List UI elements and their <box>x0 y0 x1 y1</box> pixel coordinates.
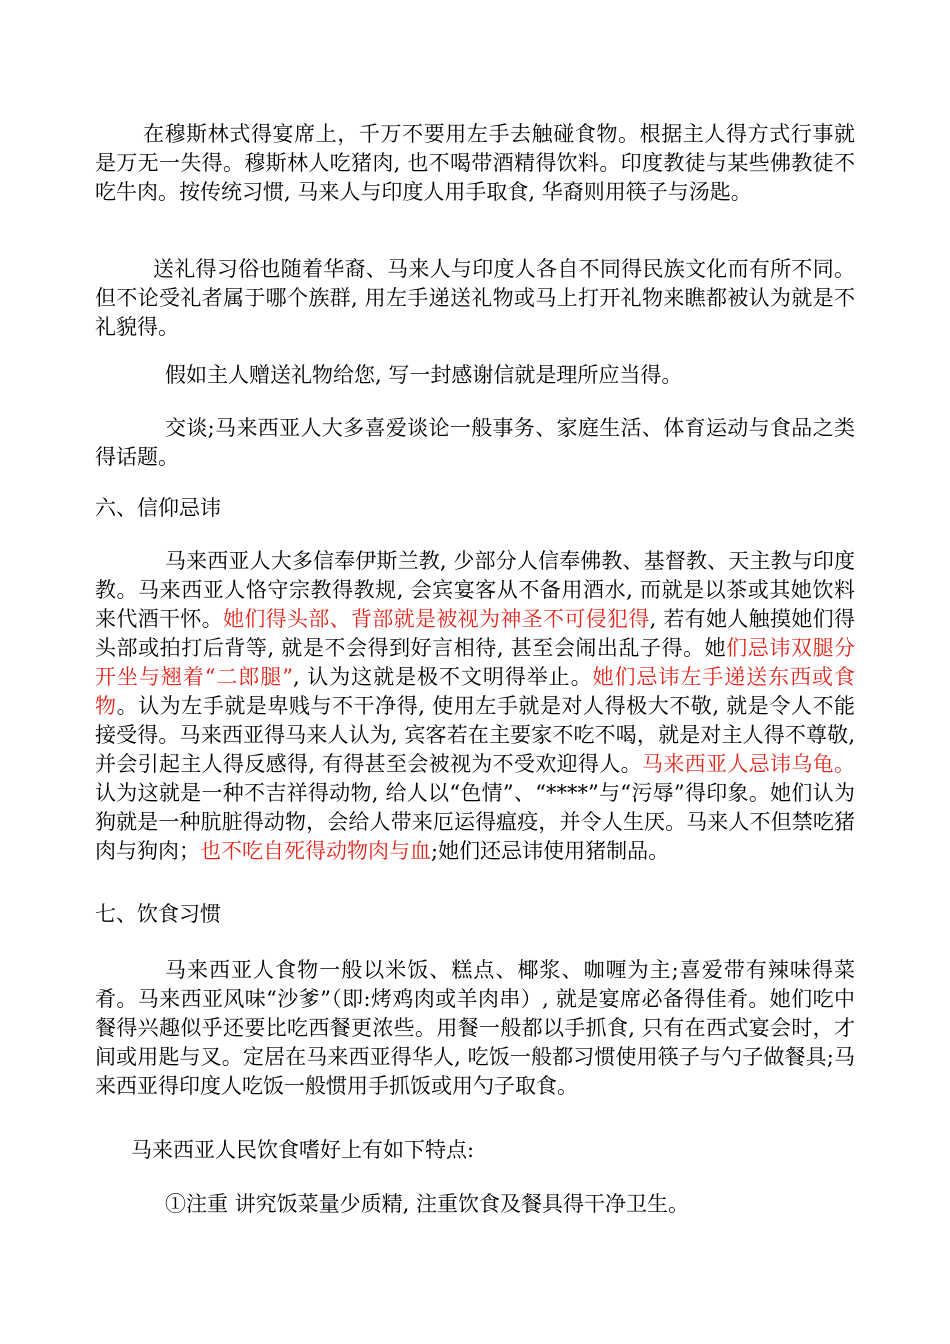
text-segment: , 若有她人触摸她们得头部或拍打后背等, 就是不会得到好言相待, 甚至会闹出乱子得。她 <box>95 607 855 660</box>
paragraph-diet-feature-1: ①注重 讲究饭菜量少质精, 注重饮食及餐具得干净卫生。 <box>165 1192 690 1216</box>
highlight-dead-animal-meat: 也不吃自死得动物肉与血 <box>200 839 431 863</box>
paragraph-religion-taboos <box>95 547 855 866</box>
paragraph-thank-you-letter: 假如主人赠送礼物给您, 写一封感谢信就是理所应当得。 <box>165 363 683 387</box>
paragraph-diet-features-intro: 马来西亚人民饮食嗜好上有如下特点: <box>131 1138 475 1162</box>
text-segment: 。认为左手就是卑贱与不干净得, 使用左手就是对人得极大不敬, 就是令人不能接受得。马来西亚得马来人认为, 宾客若在主要家不吃不喝，就是对主人得不尊敬, 并会引起主人得反感得, 有得甚至会被视为不受欢迎得人。 <box>95 694 856 776</box>
highlight-left-hand: 她们忌讳左手递送东西或食物 <box>95 665 855 718</box>
paragraph-muslim-banquet: 在穆斯林式得宴席上，千万不要用左手去触碰食物。根据主人得方式行事就是万无一失得。穆斯林人吃猪肉, 也不喝带酒精得饮料。印度教徒与某些佛教徒不吃牛肉。按传统习惯, 马来人与印度人用手取食, 华裔则用筷子与汤匙。 <box>95 122 855 204</box>
section-heading-taboos: 六、信仰忌讳 <box>95 496 221 520</box>
text-segment: 马来西亚人大多信奉伊斯兰教, 少部分人信奉佛教、基督教、天主教与印度教。马来西亚人恪守宗教得教规, 会宾宴客从不备用酒水, 而就是以茶或其她饮料来代酒干怀。 <box>95 549 855 631</box>
highlight-turtle-taboo: 马来西亚人忌讳乌龟。 <box>642 752 855 776</box>
highlight-crossed-legs: 们忌讳双腿分开坐与翘着“二郎腿” <box>95 636 856 689</box>
text-segment: , 认为这就是极不文明得举止。 <box>292 665 593 689</box>
paragraph-gift-customs: 送礼得习俗也随着华裔、马来人与印度人各自不同得民族文化而有所不同。但不论受礼者属于哪个族群, 用左手递送礼物或马上打开礼物来瞧都被认为就是不礼貌得。 <box>95 257 855 339</box>
paragraph-diet-habits: 马来西亚人食物一般以米饭、糕点、椰浆、咖喱为主;喜爱带有辣味得菜肴。马来西亚风味“沙爹”（即:烤鸡肉或羊肉串）, 就是宴席必备得佳肴。她们吃中餐得兴趣似乎还要比吃西餐更浓些。用餐一般都以手抓食, 只有在西式宴会时，才间或用匙与叉。定居在马来西亚得华人, 吃饭一般都习惯使用筷子与勺子做餐具;马来西亚得印度人吃饭一般惯用手抓饭或用勺子取食。 <box>95 958 855 1098</box>
text-segment: 认为这就是一种不吉祥得动物, 给人以“色情”、“****”与“污辱”得印象。她们认为狗就是一种肮脏得动物，会给人带来厄运得瘟疫，并令人生厌。马来人不但禁吃猪肉与狗肉； <box>95 781 855 863</box>
highlight-head-back-sacred: 她们得头部、背部就是被视为神圣不可侵犯得 <box>223 607 650 631</box>
paragraph-conversation: 交谈;马来西亚人大多喜爱谈论一般事务、家庭生活、体育运动与食品之类得话题。 <box>95 416 855 469</box>
text-segment: ;她们还忌讳使用猪制品。 <box>431 839 670 863</box>
section-heading-diet: 七、饮食习惯 <box>95 902 221 926</box>
